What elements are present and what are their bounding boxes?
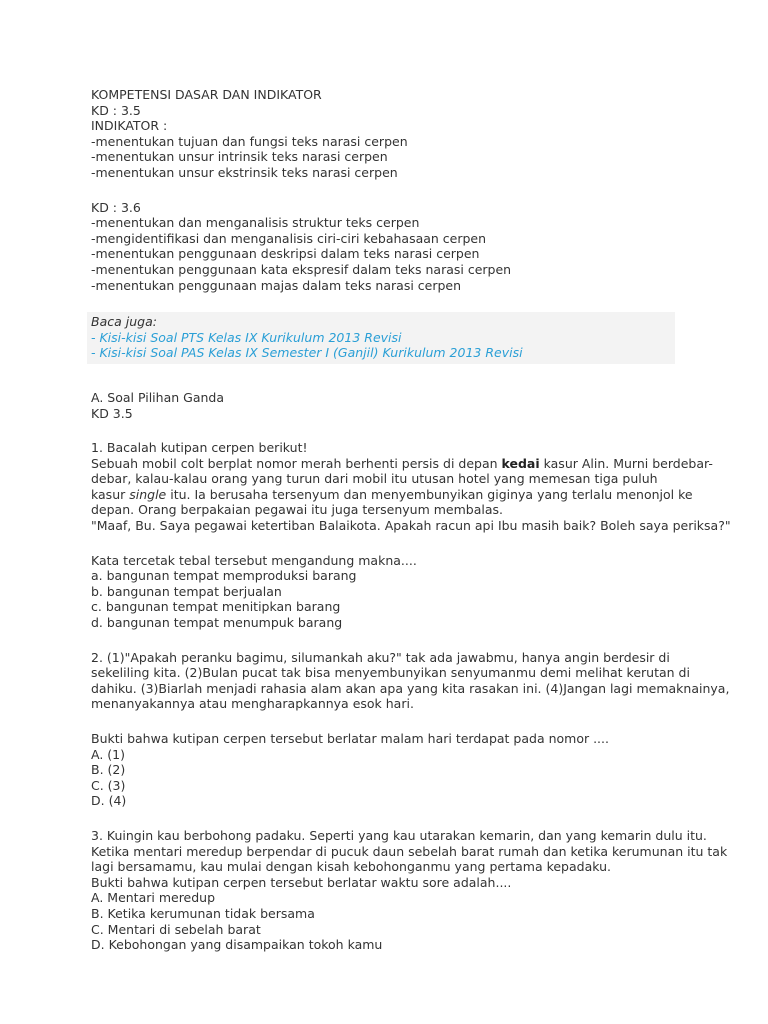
- q1-question: Kata tercetak tebal tersebut mengandung makna....: [91, 552, 417, 568]
- kd2-item: -mengidentifikasi dan menganalisis ciri-ciri kebahasaan cerpen: [91, 230, 487, 246]
- section-title: A. Soal Pilihan Ganda: [91, 389, 224, 405]
- q3-option: C. Mentari di sebelah barat: [91, 921, 261, 937]
- q1-option: c. bangunan tempat menitipkan barang: [91, 599, 341, 615]
- q2-passage-line: dahiku. (3)Biarlah menjadi rahasia alam akan apa yang kita rasakan ini. (4)Jangan lagi memaknainya,: [91, 680, 730, 696]
- link-dash: -: [91, 329, 100, 345]
- related-link-pts[interactable]: [91, 330, 671, 346]
- q2-option: B. (2): [91, 762, 126, 778]
- q1-italic-word: single: [129, 486, 167, 502]
- kd2-item: -menentukan penggunaan majas dalam teks narasi cerpen: [91, 277, 462, 293]
- q1-option: b. bangunan tempat berjualan: [91, 583, 282, 599]
- kd-title: KOMPETENSI DASAR DAN INDIKATOR: [91, 87, 322, 102]
- indikator-label: INDIKATOR :: [91, 118, 168, 134]
- kd2-item: -menentukan penggunaan kata ekspresif dalam teks narasi cerpen: [91, 261, 512, 277]
- q1-passage-line: "Maaf, Bu. Saya pegawai ketertiban Balaikota. Apakah racun api Ibu masih baik? Boleh saya periksa?": [91, 518, 731, 534]
- q1-option: d. bangunan tempat menumpuk barang: [91, 615, 343, 631]
- q1-passage-line: depan. Orang berpakaian pegawai itu juga tersenyum membalas.: [91, 502, 503, 518]
- q2-passage-line: 2. (1)"Apakah peranku bagimu, silumankah aku?" tak ada jawabmu, hanya angin berdesir di: [91, 649, 670, 665]
- link-dash: -: [91, 345, 100, 361]
- kd1-label: KD : 3.5: [91, 102, 141, 118]
- q3-passage-line: lagi bersamamu, kau mulai dengan kisah kebohonganmu yang pertama kepadaku.: [91, 859, 611, 875]
- q1-prompt: 1. Bacalah kutipan cerpen berikut!: [91, 440, 308, 456]
- q3-passage-line: Ketika mentari meredup berpendar di pucuk daun sebelah barat rumah dan ketika kerumunan itu tak: [91, 843, 728, 859]
- q2-option: A. (1): [91, 746, 125, 762]
- q3-passage-line: 3. Kuingin kau berbohong padaku. Seperti yang kau utarakan kemarin, dan yang kemarin dulu itu.: [91, 827, 707, 843]
- kd2-item: -menentukan dan menganalisis struktur teks cerpen: [91, 215, 420, 231]
- related-link-text[interactable]: Kisi-kisi Soal PAS Kelas IX Semester I (Ganjil) Kurikulum 2013 Revisi: [99, 345, 523, 361]
- related-link-pas[interactable]: [91, 345, 671, 361]
- q2-option: D. (4): [91, 793, 127, 809]
- baca-juga-box: [87, 312, 675, 364]
- q1-option: a. bangunan tempat memproduksi barang: [91, 568, 357, 584]
- q3-question: Bukti bahwa kutipan cerpen tersebut berlatar waktu sore adalah....: [91, 874, 512, 890]
- related-link-text[interactable]: Kisi-kisi Soal PTS Kelas IX Kurikulum 2013 Revisi: [99, 329, 402, 345]
- kd2-item: -menentukan penggunaan deskripsi dalam teks narasi cerpen: [91, 246, 480, 262]
- q2-option: C. (3): [91, 777, 126, 793]
- kd1-item: -menentukan unsur ekstrinsik teks narasi cerpen: [91, 164, 398, 180]
- q3-option: A. Mentari meredup: [91, 890, 216, 906]
- section-kd: KD 3.5: [91, 405, 133, 421]
- q3-option: B. Ketika kerumunan tidak bersama: [91, 905, 315, 921]
- q3-option: D. Kebohongan yang disampaikan tokoh kamu: [91, 937, 383, 953]
- q1-passage-line: Sebuah mobil colt berplat nomor merah berhenti persis di depan kedai kasur Alin. Murni berdebar-: [91, 455, 713, 471]
- q1-bold-word: kedai: [501, 455, 540, 471]
- q2-passage-line: sekeliling kita. (2)Bulan pucat tak bisa menyembunyikan senyumanmu demi melihat kerutan di: [91, 665, 690, 681]
- kd1-item: -menentukan tujuan dan fungsi teks narasi cerpen: [91, 133, 408, 149]
- kd2-label: KD : 3.6: [91, 199, 141, 215]
- q1-passage-line: kasur single itu. Ia berusaha tersenyum dan menyembunyikan giginya yang terlalu menonjol ke: [91, 486, 693, 502]
- baca-juga-label: Baca juga:: [91, 314, 157, 330]
- document-content: [91, 87, 731, 953]
- q2-question: Bukti bahwa kutipan cerpen tersebut berlatar malam hari terdapat pada nomor ....: [91, 731, 609, 746]
- q1-passage-line: debar, kalau-kalau orang yang turun dari mobil itu utusan hotel yang memesan tiga puluh: [91, 471, 658, 487]
- kd1-item: -menentukan unsur intrinsik teks narasi cerpen: [91, 149, 388, 165]
- q2-passage-line: menanyakannya atau mengharapkannya esok hari.: [91, 696, 414, 712]
